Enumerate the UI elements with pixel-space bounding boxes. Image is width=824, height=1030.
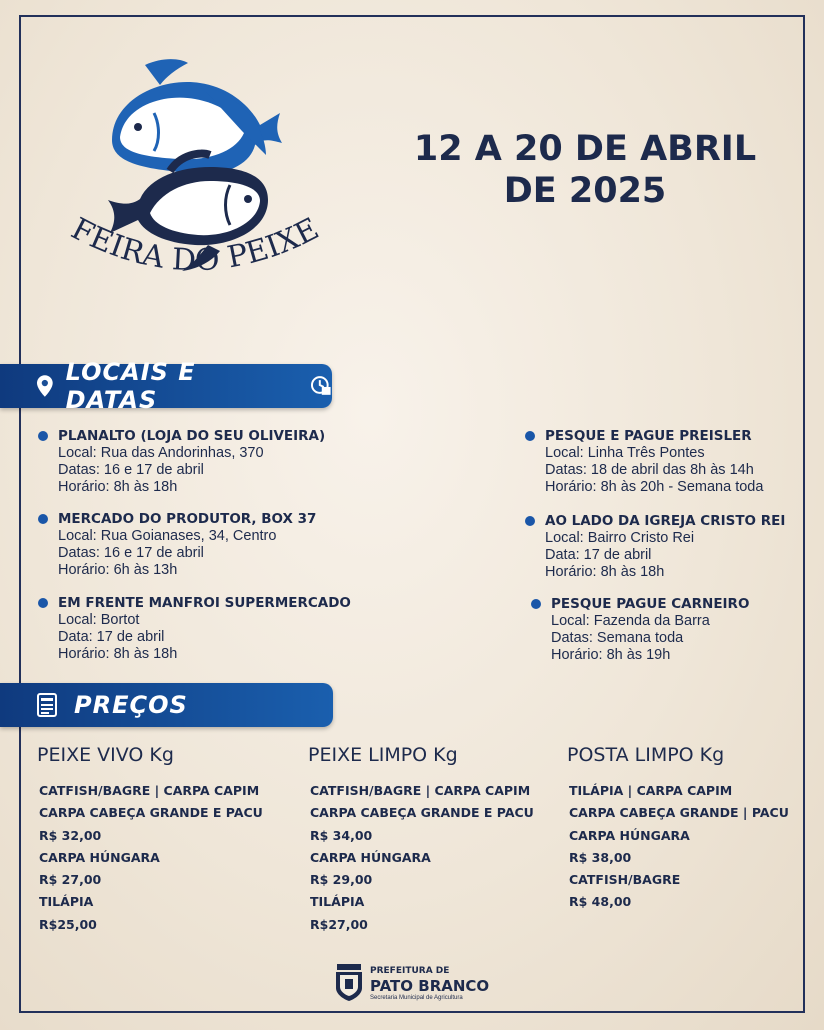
location-hours: Horário: 8h às 20h - Semana toda: [545, 479, 764, 495]
location-title: PLANALTO (LOJA DO SEU OLIVEIRA): [58, 428, 326, 444]
footer-line3: Secretaria Municipal de Agricultura: [370, 995, 463, 1001]
price-line: R$ 27,00: [39, 872, 102, 888]
price-line: R$ 29,00: [310, 872, 373, 888]
price-line: CATFISH/BAGRE | CARPA CAPIM: [39, 783, 260, 798]
bullet-icon: [38, 598, 48, 608]
feira-do-peixe-logo: [50, 55, 340, 290]
precos-title: PREÇOS: [74, 691, 188, 719]
event-dates-line2: DE 2025: [503, 171, 667, 211]
location-title: PESQUE E PAGUE PREISLER: [545, 428, 752, 444]
location-hours: Horário: 8h às 19h: [551, 647, 671, 663]
price-line: CATFISH/BAGRE: [569, 872, 681, 888]
location-dates: Data: 17 de abril: [545, 547, 652, 563]
price-line: R$ 48,00: [569, 894, 632, 910]
price-line: R$ 38,00: [569, 849, 632, 865]
location-item: [58, 595, 351, 663]
location-item: [545, 513, 785, 581]
clock-calendar-icon: [310, 375, 332, 397]
location-hours: Horário: 6h às 13h: [58, 562, 178, 578]
location-address: Local: Bortot: [58, 612, 140, 628]
footer-line1: PREFEITURA DE: [370, 966, 450, 976]
fish-logo-icon: [50, 55, 340, 290]
price-line: CARPA CABEÇA GRANDE E PACU: [39, 805, 263, 821]
location-title: MERCADO DO PRODUTOR, BOX 37: [58, 511, 317, 527]
bullet-icon: [525, 516, 535, 526]
location-title: AO LADO DA IGREJA CRISTO REI: [545, 513, 786, 529]
price-heading: PEIXE VIVO Kg: [37, 744, 174, 766]
location-dates: Datas: 16 e 17 de abril: [58, 462, 204, 478]
location-address: Local: Bairro Cristo Rei: [545, 530, 695, 546]
location-address: Local: Linha Três Pontes: [545, 445, 705, 461]
location-item: [545, 428, 763, 496]
event-dates-line1: 12 A 20 DE ABRIL: [413, 129, 757, 169]
location-item: [58, 511, 316, 579]
locais-banner: [0, 358, 332, 414]
bullet-icon: [525, 431, 535, 441]
location-hours: Horário: 8h às 18h: [58, 479, 178, 495]
location-hours: Horário: 8h às 18h: [545, 564, 665, 580]
price-heading: PEIXE LIMPO Kg: [308, 744, 458, 766]
price-line: CARPA CABEÇA GRANDE E PACU: [310, 805, 534, 821]
bullet-icon: [531, 599, 541, 609]
location-address: Local: Rua das Andorinhas, 370: [58, 445, 264, 461]
locais-title: LOCAIS E DATAS: [65, 358, 196, 414]
price-line: TILÁPIA: [310, 894, 365, 910]
price-column-peixe-limpo: [308, 744, 534, 936]
location-pin-icon: [36, 374, 54, 398]
coat-of-arms-icon: [333, 962, 365, 1002]
location-dates: Datas: 16 e 17 de abril: [58, 545, 204, 561]
location-dates: Datas: 18 de abril das 8h às 14h: [545, 462, 754, 478]
location-dates: Datas: Semana toda: [551, 630, 684, 646]
bullet-icon: [38, 431, 48, 441]
location-title: PESQUE PAGUE CARNEIRO: [551, 596, 750, 612]
menu-icon: [36, 692, 58, 718]
price-line: R$ 34,00: [310, 827, 373, 843]
price-line: TILÁPIA: [39, 894, 94, 910]
logo-text: FEIRA DO PEIXE: [65, 211, 325, 279]
price-column-posta-limpo: [567, 744, 789, 914]
price-heading: POSTA LIMPO Kg: [567, 744, 725, 766]
price-line: CARPA HÚNGARA: [310, 849, 431, 865]
bullet-icon: [38, 514, 48, 524]
location-item: [551, 596, 749, 664]
location-title: EM FRENTE MANFROI SUPERMERCADO: [58, 595, 351, 611]
location-address: Local: Rua Goianases, 34, Centro: [58, 528, 277, 544]
price-line: CATFISH/BAGRE | CARPA CAPIM: [310, 783, 531, 798]
price-line: CARPA CABEÇA GRANDE | PACU: [569, 805, 789, 821]
price-line: CARPA HÚNGARA: [569, 827, 690, 843]
footer-line2: PATO BRANCO: [370, 977, 490, 995]
location-address: Local: Fazenda da Barra: [551, 613, 710, 629]
price-line: R$25,00: [39, 916, 97, 932]
price-line: TILÁPIA | CARPA CAPIM: [569, 783, 733, 798]
price-line: CARPA HÚNGARA: [39, 849, 160, 865]
location-dates: Data: 17 de abril: [58, 629, 165, 645]
precos-banner: [0, 683, 333, 727]
price-column-peixe-vivo: [37, 744, 263, 936]
location-item: [58, 428, 325, 496]
price-line: R$ 32,00: [39, 827, 102, 843]
event-dates: [400, 128, 770, 212]
location-hours: Horário: 8h às 18h: [58, 646, 178, 662]
price-line: R$27,00: [310, 916, 368, 932]
prefeitura-logo: [333, 960, 503, 1004]
